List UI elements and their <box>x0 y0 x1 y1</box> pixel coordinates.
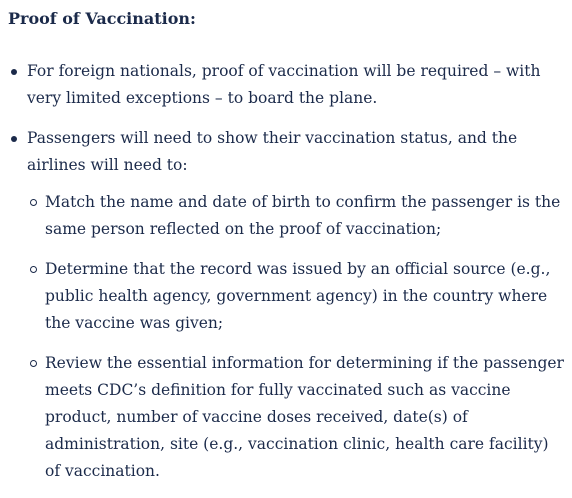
sublist-item-text: Determine that the record was issued by an official source (e.g., public health agency, government agency) in the country where the vaccine was given; <box>45 260 551 332</box>
sublist-item-text: Match the name and date of birth to confirm the passenger is the same person reflected on the proof of vaccination; <box>45 193 561 238</box>
hollow-bullet-icon <box>30 199 37 206</box>
list-item <box>0 58 572 112</box>
list-item-text: For foreign nationals, proof of vaccination will be required – with very limited exceptions – to board the plane. <box>27 62 541 107</box>
list-item-text: Passengers will need to show their vaccination status, and the airlines will need to: <box>27 129 518 174</box>
hollow-bullet-icon <box>30 360 37 367</box>
requirements-list <box>0 58 572 498</box>
airline-requirements-sublist <box>27 189 564 485</box>
sublist-item-text: Review the essential information for determining if the passenger meets CDC’s definition for fully vaccinated such as vaccine product, number of vaccine doses received, date(s) of administration, site (e.g., vaccination clinic, health care facility) of vaccination. <box>45 354 564 480</box>
sublist-item <box>27 256 564 337</box>
sublist-item <box>27 189 564 243</box>
sublist-item <box>27 350 564 485</box>
list-item <box>0 125 572 485</box>
bullet-icon <box>11 69 17 75</box>
hollow-bullet-icon <box>30 266 37 273</box>
section-heading: Proof of Vaccination: <box>8 9 196 28</box>
bullet-icon <box>11 136 17 142</box>
